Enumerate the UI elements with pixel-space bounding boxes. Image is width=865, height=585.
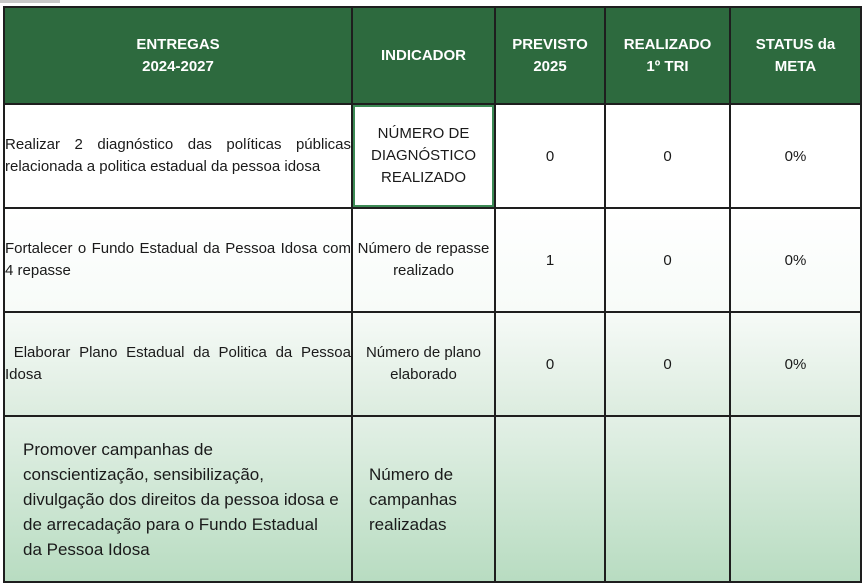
cell-status bbox=[730, 416, 861, 582]
cell-entrega: Realizar 2 diagnóstico das políticas públicas relacionada a politica estadual da pessoa idosa bbox=[4, 104, 352, 208]
cell-indicador: Número de campanhas realizadas bbox=[352, 416, 495, 582]
cell-realizado bbox=[605, 416, 730, 582]
cell-realizado: 0 bbox=[605, 208, 730, 312]
cell-status: 0% bbox=[730, 312, 861, 416]
cell-entrega: Fortalecer o Fundo Estadual da Pessoa Idosa com 4 repasse bbox=[4, 208, 352, 312]
cell-previsto bbox=[495, 416, 605, 582]
table-row bbox=[4, 416, 861, 582]
cell-previsto: 1 bbox=[495, 208, 605, 312]
table-row bbox=[4, 104, 861, 208]
cell-indicador: Número de plano elaborado bbox=[352, 312, 495, 416]
header-previsto: PREVISTO 2025 bbox=[495, 7, 605, 104]
header-entregas: ENTREGAS 2024-2027 bbox=[4, 7, 352, 104]
cell-status: 0% bbox=[730, 208, 861, 312]
cell-entrega: Promover campanhas de conscientização, sensibilização, divulgação dos direitos da pessoa idosa e de arrecadação para o Fundo Estadual da Pessoa Idosa bbox=[4, 416, 352, 582]
header-indicador: INDICADOR bbox=[352, 7, 495, 104]
table-row bbox=[4, 312, 861, 416]
cell-indicador[interactable]: NÚMERO DE DIAGNÓSTICO REALIZADO bbox=[352, 104, 495, 208]
cell-previsto: 0 bbox=[495, 312, 605, 416]
cell-indicador: Número de repasse realizado bbox=[352, 208, 495, 312]
cell-status: 0% bbox=[730, 104, 861, 208]
cell-realizado: 0 bbox=[605, 312, 730, 416]
top-rule-decoration bbox=[0, 0, 60, 3]
table-row bbox=[4, 208, 861, 312]
header-status: STATUS da META bbox=[730, 7, 861, 104]
cell-previsto: 0 bbox=[495, 104, 605, 208]
header-realizado: REALIZADO 1º TRI bbox=[605, 7, 730, 104]
cell-realizado: 0 bbox=[605, 104, 730, 208]
table-header-row bbox=[4, 7, 861, 104]
cell-entrega: Elaborar Plano Estadual da Politica da Pessoa Idosa bbox=[4, 312, 352, 416]
goals-table bbox=[3, 6, 862, 583]
